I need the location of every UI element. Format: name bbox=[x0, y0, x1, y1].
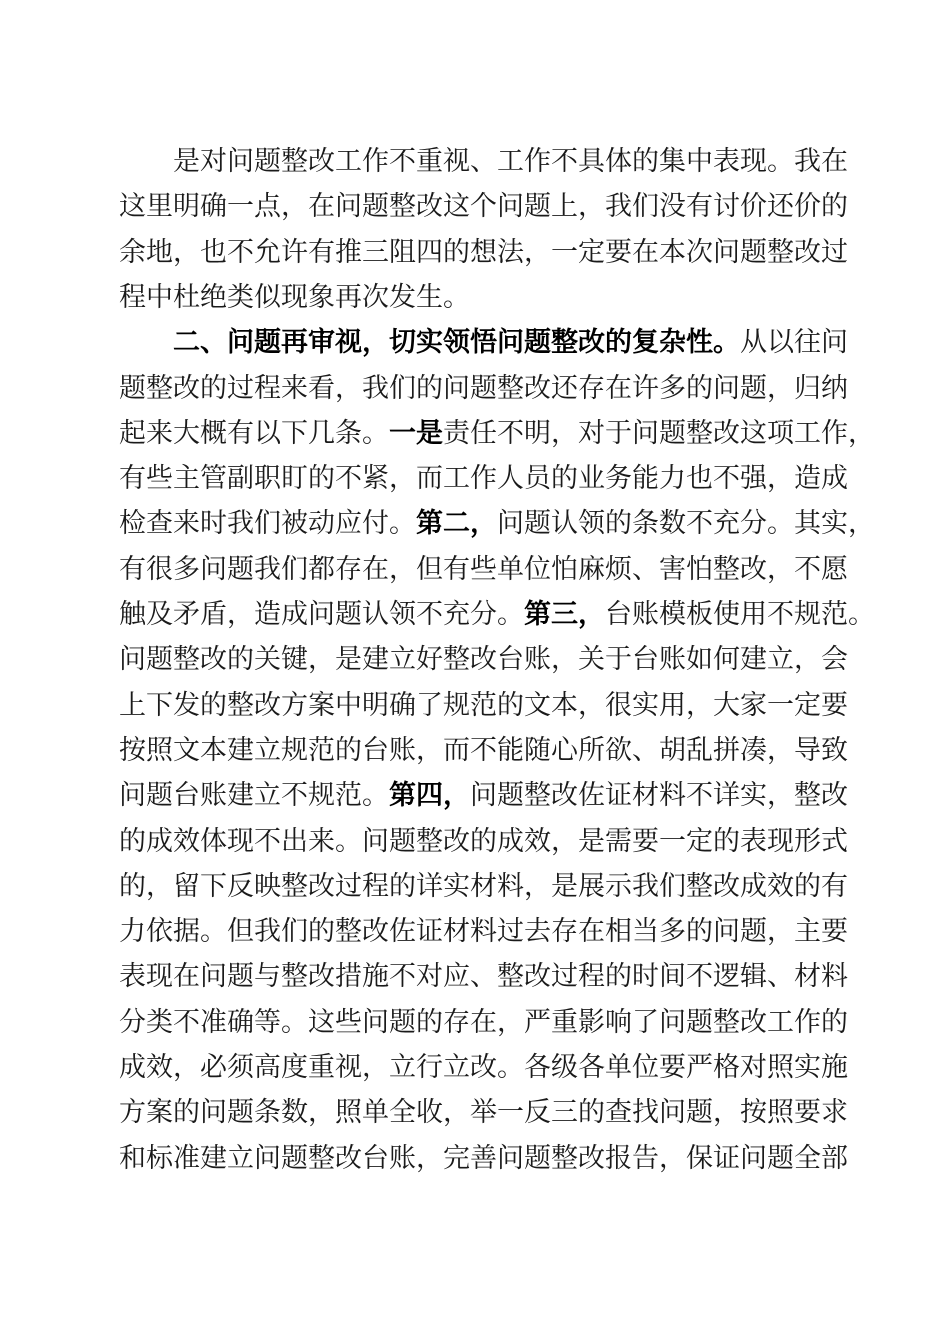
text-segment: 问题认领的条数不充分。其实， bbox=[497, 508, 875, 539]
text-segment: 表现在问题与整改措施不对应、整改过程的时间不逻辑、材料 bbox=[119, 961, 848, 992]
text-line bbox=[119, 684, 848, 728]
text-line bbox=[119, 185, 848, 229]
text-segment: 程中杜绝类似现象再次发生。 bbox=[119, 282, 470, 313]
text-segment: 从以往问 bbox=[740, 327, 848, 358]
text-segment: 是对问题整改工作不重视、工作不具体的集中表现。我在 bbox=[119, 146, 848, 177]
text-line bbox=[119, 910, 848, 954]
text-segment: 分类不准确等。这些问题的存在，严重影响了问题整改工作的 bbox=[119, 1007, 848, 1038]
text-line bbox=[119, 774, 848, 818]
text-segment: 方案的问题条数，照单全收，举一反三的查找问题，按照要求 bbox=[119, 1097, 848, 1128]
text-line bbox=[119, 276, 835, 320]
text-line bbox=[119, 502, 875, 546]
text-line bbox=[119, 638, 848, 682]
text-line bbox=[119, 1001, 848, 1045]
text-segment: 的成效体现不出来。问题整改的成效，是需要一定的表现形式 bbox=[119, 826, 848, 857]
text-segment: 成效，必须高度重视，立行立改。各级各单位要严格对照实施 bbox=[119, 1052, 848, 1083]
text-segment: 题整改的过程来看，我们的问题整改还存在许多的问题，归纳 bbox=[119, 373, 848, 404]
text-line bbox=[119, 593, 875, 637]
text-segment: 台账模板使用不规范。 bbox=[605, 599, 875, 630]
text-segment: 力依据。但我们的整改佐证材料过去存在相当多的问题，主要 bbox=[119, 916, 848, 947]
text-segment: 问题台账建立不规范。 bbox=[119, 780, 389, 811]
text-line bbox=[119, 367, 848, 411]
text-segment: 和标准建立问题整改台账，完善问题整改报告，保证问题全部 bbox=[119, 1143, 848, 1174]
bold-text-segment: 第四， bbox=[389, 780, 470, 811]
text-segment: 问题整改的关键，是建立好整改台账，关于台账如何建立，会 bbox=[119, 644, 848, 675]
text-segment: 余地，也不允许有推三阻四的想法，一定要在本次问题整改过 bbox=[119, 237, 848, 268]
text-line bbox=[119, 457, 848, 501]
bold-text-segment: 第二， bbox=[416, 508, 497, 539]
text-line bbox=[119, 955, 848, 999]
text-segment: 问题整改佐证材料不详实，整改 bbox=[470, 780, 848, 811]
bold-text-segment: 第三， bbox=[524, 599, 605, 630]
text-line bbox=[119, 729, 848, 773]
text-line bbox=[119, 231, 848, 275]
text-line bbox=[119, 1137, 848, 1181]
text-line bbox=[119, 820, 848, 864]
text-line bbox=[119, 865, 848, 909]
text-segment: 上下发的整改方案中明确了规范的文本，很实用，大家一定要 bbox=[119, 690, 848, 721]
text-segment: 有很多问题我们都存在，但有些单位怕麻烦、害怕整改，不愿 bbox=[119, 554, 848, 585]
text-segment: 触及矛盾，造成问题认领不充分。 bbox=[119, 599, 524, 630]
text-line bbox=[119, 548, 848, 592]
text-segment: 检查来时我们被动应付。 bbox=[119, 508, 416, 539]
text-line bbox=[119, 140, 848, 184]
text-segment: 责任不明，对于问题整改这项工作， bbox=[443, 418, 875, 449]
text-segment: 这里明确一点，在问题整改这个问题上，我们没有讨价还价的 bbox=[119, 191, 848, 222]
text-segment: 按照文本建立规范的台账，而不能随心所欲、胡乱拼凑，导致 bbox=[119, 735, 848, 766]
text-segment: 起来大概有以下几条。 bbox=[119, 418, 389, 449]
text-line bbox=[119, 321, 848, 365]
text-line bbox=[119, 1046, 848, 1090]
text-line bbox=[119, 412, 875, 456]
bold-text-segment: 一是 bbox=[389, 418, 443, 449]
text-segment: 有些主管副职盯的不紧，而工作人员的业务能力也不强，造成 bbox=[119, 463, 848, 494]
bold-text-segment: 二、问题再审视，切实领悟问题整改的复杂性。 bbox=[119, 327, 740, 358]
text-segment: 的，留下反映整改过程的详实材料，是展示我们整改成效的有 bbox=[119, 871, 848, 902]
text-line bbox=[119, 1091, 848, 1135]
